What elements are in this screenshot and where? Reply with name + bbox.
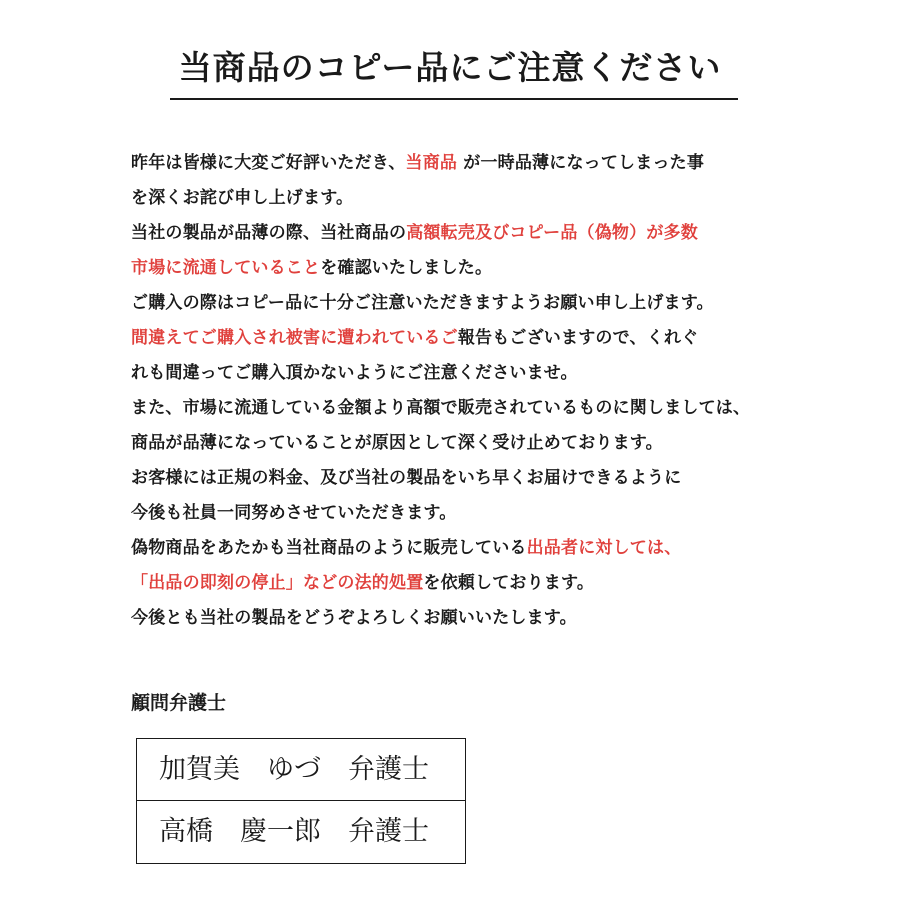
paragraph-line: [131, 181, 811, 216]
body-text-segment: 偽物商品をあたかも当社商品のように販売している: [131, 538, 527, 558]
body-text-segment: 報告もございますので、くれぐ: [457, 328, 699, 348]
paragraph-line: [131, 356, 811, 391]
paragraph-line: [131, 601, 811, 636]
lawyer-row: 加賀美 ゆづ 弁護士: [159, 754, 429, 785]
paragraph-line: [131, 321, 811, 356]
lawyer-row: 高橋 慶一郎 弁護士: [137, 800, 465, 861]
highlighted-text: 市場に流通していること: [131, 258, 321, 278]
highlighted-text: 高額転売及びコピー品（偽物）が多数: [406, 223, 698, 243]
body-text-segment: 今後とも当社の製品をどうぞよろしくお願いいたします。: [131, 608, 577, 628]
paragraph-line: [131, 286, 811, 321]
notice-body: [131, 146, 811, 636]
paragraph-line: [131, 461, 811, 496]
body-text-segment: が一時品薄になってしまった事: [457, 153, 705, 173]
body-text-segment: を確認いたしました。: [320, 258, 493, 278]
page-title: 当商品のコピー品にご注意ください: [178, 48, 722, 87]
highlighted-text: 間違えてご購入され被害に遭われているご: [131, 328, 458, 348]
title-underline: [170, 98, 738, 100]
highlighted-text: 「出品の即刻の停止」などの法的処置: [131, 573, 424, 593]
paragraph-line: [131, 251, 811, 286]
body-text-segment: 商品が品薄になっていることが原因として深く受け止めております。: [131, 433, 663, 453]
body-text-segment: 当社の製品が品薄の際、当社商品の: [131, 223, 407, 243]
body-text-segment: を深くお詫び申し上げます。: [131, 188, 354, 208]
highlighted-text: 出品者に対しては、: [526, 538, 682, 558]
paragraph-line: [131, 391, 811, 426]
paragraph-line: [131, 216, 811, 251]
body-text-segment: ご購入の際はコピー品に十分ご注意いただきますようお願い申し上げます。: [131, 293, 714, 313]
body-text-segment: お客様には正規の料金、及び当社の製品をいち早くお届けできるように: [131, 468, 682, 488]
advisor-label: 顧問弁護士: [131, 692, 227, 714]
paragraph-line: [131, 531, 811, 566]
paragraph-line: [131, 426, 811, 461]
body-text-segment: また、市場に流通している金額より高額で販売されているものに関しましては、: [131, 398, 751, 418]
body-text-segment: を依頼しております。: [423, 573, 595, 593]
body-text-segment: れも間違ってご購入頂かないようにご注意くださいませ。: [131, 363, 578, 383]
body-text-segment: 今後も社員一同努めさせていただきます。: [131, 503, 457, 523]
highlighted-text: 当商品: [405, 153, 458, 173]
paragraph-line: [131, 496, 811, 531]
body-text-segment: 昨年は皆様に大変ご好評いただき、: [131, 153, 406, 173]
lawyer-table: [136, 738, 466, 864]
paragraph-line: [131, 146, 811, 181]
paragraph-line: [131, 566, 811, 601]
